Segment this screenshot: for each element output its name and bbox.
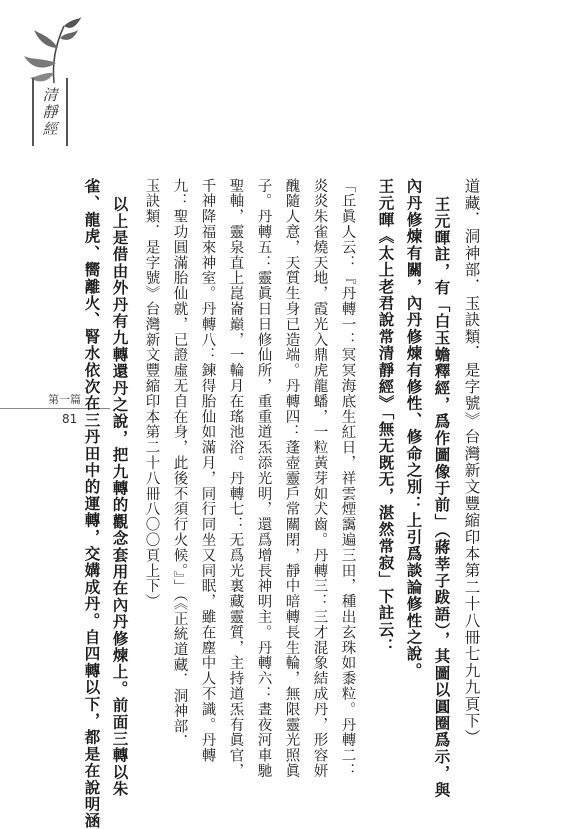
text-column-2: 王元暉註，有「白玉蟾釋經，爲作圖像于前」（蔣莘子跋語），其圖以圓圈爲示，與 [432,196,452,799]
text-column-11: 九：聖功圓滿胎仙就，已證虛无自在身，此後不須行火候。』」（《正統道藏．洞神部． [171,178,188,750]
text-column-3: 內丹修煉有關，內丹修煉有修性、修命之別：上引爲談論修性之說。 [404,178,424,679]
chapter-label: 第一篇 [48,393,81,406]
book-title: 清靜經 [40,86,59,138]
text-column-7: 醜隨人意，天質生身已造端。丹轉四：蓬壺靈戶常關閉，靜中暗轉長生輪，無限靈光照眞 [283,178,300,779]
text-column-5: 「丘眞人云：『丹轉一：冥冥海底生紅日，祥雲煙靄遍三田，種出玄珠如黍粒。丹轉二： [339,178,356,779]
text-column-4: 王元暉《太上老君說常清靜經》「無无既无，湛然常寂」下註云： [376,178,396,655]
text-column-13: 以上是借由外丹有九轉還丹之說，把九轉的觀念套用在內丹修煉上。前面三轉以朱 [110,196,130,798]
text-column-6: 炎炎朱雀燒天地，霞光入鼎虎龍蟠，一粒黃芽如犬齒。丹轉三：三才混象結成丹，形容妍 [311,178,328,779]
text-column-12: 玉訣類．是字號》台灣新文豐縮印本第二十八冊八〇〇頁上下） [143,178,160,610]
page-number: 81 [62,412,78,426]
book-title-box [32,78,68,146]
text-column-8: 子。丹轉五：靈眞日日修仙所，重重道炁添光明，還爲增長神明主。丹轉六：晝夜河車馳 [255,178,272,779]
text-column-1: 道藏．洞神部．玉訣類．是字號》台灣新文豐縮印本第二十八冊七九九頁下） [462,178,481,746]
text-column-14: 雀、龍虎、嚮離火、腎水依次在三丹田中的運轉，交媾成丹。自四轉以下，都是在說明涵 [82,178,102,829]
text-column-10: 千神降福來神室。丹轉八：鍊得胎仙如滿月，同行同坐又同眠，雖在塵中人不識。丹轉 [199,178,216,764]
text-column-9: 聖軸，靈泉直上崑崙巔，一輪月在瑤池浴。丹轉七：无爲光裏藏靈質，主持道炁有眞官， [227,178,244,779]
